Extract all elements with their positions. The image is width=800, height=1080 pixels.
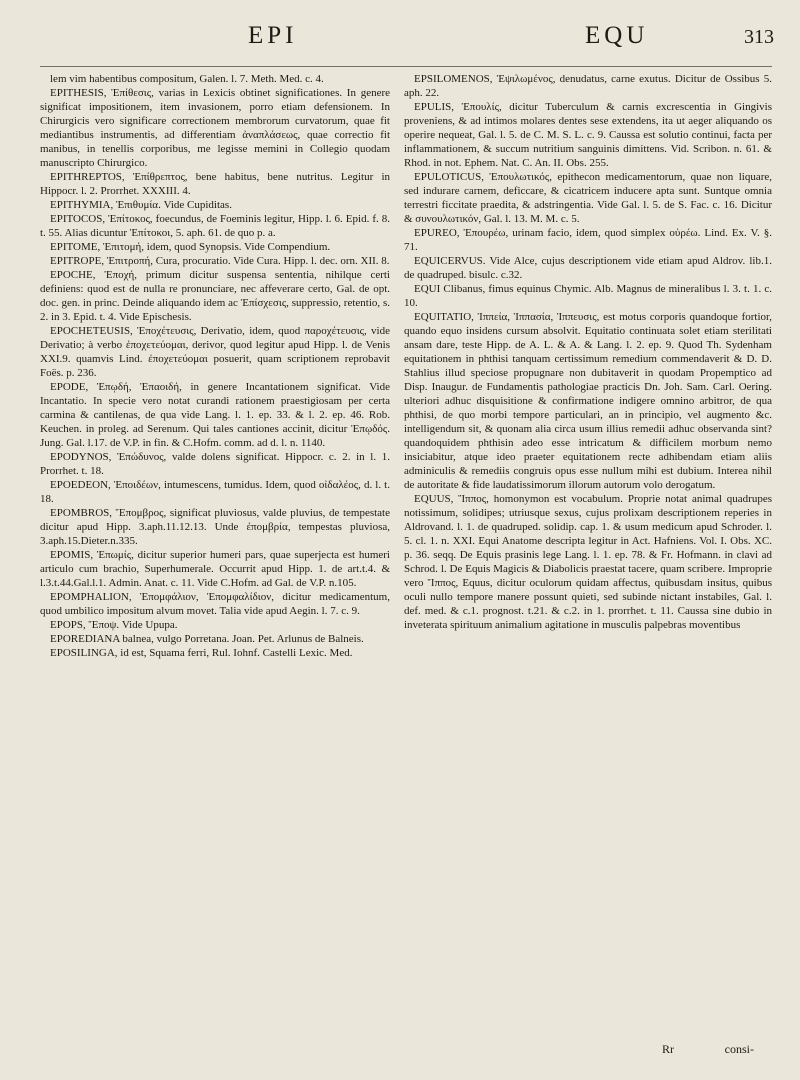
dictionary-entry: EQUITATIO, Ἱππεία, Ἱππασία, Ἱππευσις, est motus corporis quandoque fortior, quando equo insidens cursum absolvit. Equitatio continuata solet etiam sterilitati ansam dare, teste Hipp. de A. L. & A. & Lang. l. 2. ep. 9. Quod Th. Sydenham equitationem in phthisi tanquam certissimum remedium commendaverit & D. D. Stahlius illud speciose propugnare non dubitaverit in quodam Propemptico ad Disp. Inaugur. de Fundamentis pathologiae practicis Dn. Joh. Sam. Carl. Oering. ulteriori adhuc disquisitione & confirmatione indigere omnino arbitror, de qua phthisi, de quo morbi tempore particulari, an in principio, vel augmento &c. intelligendum sit, & quonam alia circa usum illius remedii adhuc observanda sint? quandoquidem phthisin adeo esse intricatum & difficilem morbum nemo insiciabitur, atque ideo praeter equitationem recte adhibendam etiam aliis adminiculis & remediis congruis opus esse nullum mihi est dubium. Interea nihil de autoritate & fide laudatissimorum illorum autorum volo derogatum. xyxy=(404,311,772,491)
dictionary-entry: EQUI Clibanus, fimus equinus Chymic. Alb. Magnus de mineralibus l. 3. t. 1. c. 10. xyxy=(404,283,772,309)
dictionary-entry: EPITOCOS, Ἐπίτοκος, foecundus, de Foeminis legitur, Hipp. l. 6. Epid. f. 8. t. 55. Alias dicuntur Ἐπίτοκοι, 5. aph. 61. de quo p. a. xyxy=(40,213,390,239)
dictionary-entry: EPITHYMIA, Ἐπιθυμία. Vide Cupiditas. xyxy=(50,199,232,211)
page-footer xyxy=(662,1042,754,1057)
dictionary-entry: EPOEDEON, Ἐποιδέων, intumescens, tumidus. Idem, quod οἰδαλέος, d. l. t. 18. xyxy=(40,479,390,505)
dictionary-entry: EPOCHE, Ἐποχή, primum dicitur suspensa sententia, nihilque certi definiens: quod est de nulla re pronunciare, nec affeverare certo, Gal. de opt. doc. gen. in princ. Deinde aliquando idem ac Ἐπίσχεσις, suppressio, retentio, s. 2. in 3. Epid. t. 4. Vide Epischesis. xyxy=(40,269,390,323)
dictionary-entry: EPOMIS, Ἐπωμίς, dicitur superior humeri pars, quae superjecta est humeri articulo cum brachio, Superhumerale. Occurrit apud Hipp. 1. de art.t.4. & l.3.t.44.Gal.l.1. Admin. Anat. c. 11. Vide C.Hofm. ad Gal. de V.P. n.105. xyxy=(40,549,390,589)
dictionary-entry: EPOMPHALION, Ἐπομφάλιον, Ἐπομφαλίδιον, dicitur medicamentum, quod umbilico impositum alvum movet. Talia vide apud Aegin. l. 7. c. 9. xyxy=(40,591,390,617)
dictionary-entry: EPITROPE, Ἐπιτροπή, Cura, procuratio. Vide Cura. Hipp. l. dec. orn. XII. 8. xyxy=(50,255,390,267)
dictionary-entry: EPOSILINGA, id est, Squama ferri, Rul. Iohnf. Castelli Lexic. Med. xyxy=(50,647,353,659)
signature-mark: Rr xyxy=(662,1042,674,1056)
dictionary-entry: EPOMBROS, Ἔπομβρος, significat pluviosus, valde pluvius, de tempestate dicitur apud Hipp. 3.aph.11.12.13. Unde ἐπομβρία, tempestas pluviosa, 3.aph.15.Dieter.n.335. xyxy=(40,507,390,547)
dictionary-entry: EPOCHETEUSIS, Ἐποχέτευσις, Derivatio, idem, quod παροχέτευσις, vide Derivatio; à verbo ἐποχετεύομαι, derivor, quod legitur apud Hipp. l. de Venis XXI.9. quamvis Lind. ἐποχετεύομαι posuerit, quam scriptionem reprobavit Foës. p. 236. xyxy=(40,325,390,379)
dictionary-entry: EPODE, Ἐπῳδή, Ἐπαοιδή, in genere Incantationem significat. Vide Incantatio. In specie vero notat curandi rationem praestigiosam per certa carmina & cantilenas, de qua vide Lang. l. 1. ep. 33. & l. 2. ep. 46. Rob. Keuchen. in proleg. ad Serenum. Qui tales cantiones accinit, dicitur Ἐπῳδός. Jung. Gal. l.17. de V.P. in fin. & C.Hofm. comm. ad d. l. n. 1140. xyxy=(40,381,390,449)
dictionary-entry: EPITOME, Ἐπιτομή, idem, quod Synopsis. Vide Compendium. xyxy=(50,241,331,253)
catchword: consi- xyxy=(724,1042,754,1056)
dictionary-entry: EPUREO, Ἐπουρέω, urinam facio, idem, quod simplex οὐρέω. Lind. Ex. V. §. 71. xyxy=(404,227,772,253)
dictionary-entry: lem vim habentibus compositum, Galen. l. 7. Meth. Med. c. 4. xyxy=(50,73,324,85)
right-column xyxy=(404,72,772,632)
dictionary-entry: EPSILOMENOS, Ἐψιλωμένος, denudatus, carne exutus. Dicitur de Ossibus 5. aph. 22. xyxy=(404,73,772,99)
dictionary-entry: EPULOTICUS, Ἐπουλωτικός, epithecon medicamentorum, quae non liquare, sed indurare carnem, deficcare, & cicatricem inducere apta sunt. Suntque omnia terrestri ficcitate praedita, & adstringentia. Vide Gal. l. 5. de S. Fac. c. 16. Dicitur & συνουλωτικόν, Gal. l. 13. M. M. c. 5. xyxy=(404,171,772,225)
dictionary-entry: EPITHESIS, Ἐπίθεσις, varias in Lexicis obtinet significationes. In genere significat impositionem, item invasionem, porro etiam defensionem. In Chirurgicis vero significare correctionem membrorum curvatorum, quae fit mediantibus instrumentis, ad differentiam ἀναπλάσεως, quae correctio fit manibus, in tenellis corporibus, me legisse memini in Collegio quodam manuscripto Chirurgico. xyxy=(40,87,390,169)
page-number: 313 xyxy=(744,26,774,48)
running-head-left: EPI xyxy=(248,22,298,49)
dictionary-entry: EQUICERVUS. Vide Alce, cujus descriptionem vide etiam apud Aldrov. lib.1. de quadruped. bisulc. c.32. xyxy=(404,255,772,281)
dictionary-entry: EPOPS, Ἔποψ. Vide Upupa. xyxy=(50,619,178,631)
dictionary-entry: EPOREDIANA balnea, vulgo Porretana. Joan. Pet. Arlunus de Balneis. xyxy=(50,633,364,645)
dictionary-entry: EPULIS, Ἐπουλίς, dicitur Tuberculum & carnis excrescentia in Gingivis proveniens, & ad intimos molares dentes sese extendens, ita ut aeger aliquando os operire nequeat, Gal. l. 5. de C. M. S. L. c. 9. Caussa est solutio continui, facta per inflammationem, & succum nutritium sanguinis dimittens. Vid. Scribon. n. 61. & Rhod. in not. Ephem. Nat. C. An. II. Obs. 255. xyxy=(404,101,772,169)
running-header xyxy=(40,22,774,62)
dictionary-entry: EPODYNOS, Ἐπώδυνος, valde dolens significat. Hippocr. c. 2. in l. 1. Prorrhet. t. 18. xyxy=(40,451,390,477)
dictionary-entry: EPITHREPTOS, Ἐπίθρεπτος, bene habitus, bene nutritus. Legitur in Hippocr. l. 2. Prorrhet. XXXIII. 4. xyxy=(40,171,390,197)
running-head-right: EQU xyxy=(585,22,649,49)
left-column xyxy=(40,72,390,660)
dictionary-entry: EQUUS, Ἵππος, homonymon est vocabulum. Proprie notat animal quadrupes notissimum, solidipes; utriusque sexus, cujus prolixam descriptionem reperies in Aldrovand. l. 1. de quadruped. solidip. cap. 1. & usum medicum apud Schroder. l. 5. cl. 1. n. XXI. Equi Anatome descripta legitur in Act. Hafniens. Vol. I. Obs. XC. p. 36. seqq. De Equis prasinis lege Lang. l. 1. ep. 78. & Fr. Hofmann. in clavi ad Schrod. l. De Equis Magicis & Diabolicis praestat tacere, quam scribere. Improprie vero Ἵππος, Equus, dicitur oculorum quidam affectus, quibusdam insitus, quibus oculi nullo tempore manere possunt quieti, sed subinde nictant instabiles, Gal. l. def. med. & c.1. prognost. t.21. & c.2. in 1. prorrhet. t. 11. Caussa sine dubio in inveterata spirituum animalium agitatione in musculis palpebras moventibus xyxy=(404,493,772,631)
header-rule xyxy=(40,66,772,67)
